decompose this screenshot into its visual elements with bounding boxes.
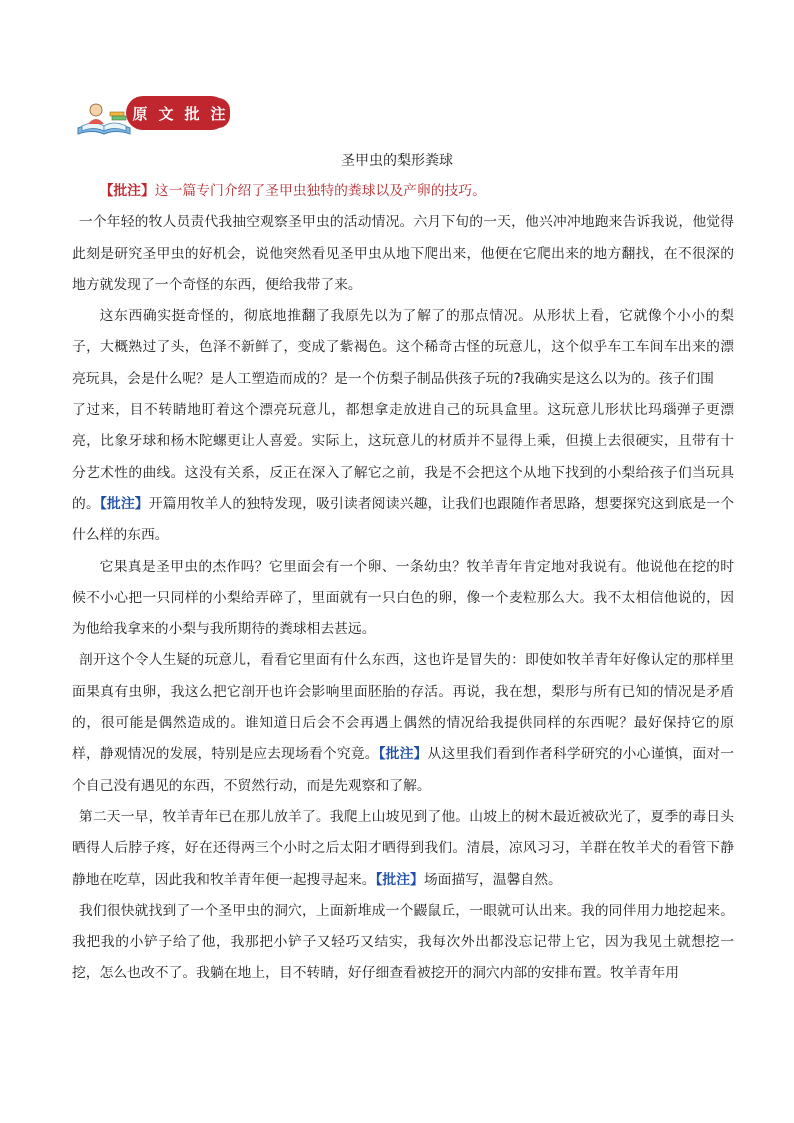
- banner-char: 注: [206, 98, 230, 128]
- annotation-tag: 【批注】: [99, 183, 155, 199]
- page-title: 圣甲虫的梨形粪球: [341, 153, 453, 169]
- annotation-text: 从这里我们看到作者科学研究的小心谨慎，面对一个自己没有遇见的东西，不贸然行动，而是先观察和了解。: [72, 746, 734, 794]
- paragraph: [72, 395, 734, 551]
- annotation-tag: 【批注】: [375, 871, 424, 888]
- section-banner: [128, 98, 232, 128]
- paragraph-text: 剖开这个令人生疑的玩意儿，看看它里面有什么东西，这也许是冒失的：即使如牧羊青年好像认定的那样里面果真有虫卵，我这么把它剖开也许会影响里面胚胎的存活。再说，我在想，梨形与所有已知的情况是矛盾的，很可能是偶然造成的。谁知道日后会不会再遇上偶然的情况给我提供同样的东西呢？最好保持它的原样，静观情况的发展，特别是应去现场看个究竟。: [72, 652, 734, 763]
- annotation-text: 开篇用牧羊人的独特发现，吸引读者阅读兴趣，让我们也跟随作者思路，想要探究这到底是一个什么样的东西。: [72, 495, 735, 544]
- annotation-text: 这一篇专门介绍了圣甲虫独特的粪球以及产卵的技巧。: [154, 183, 486, 199]
- banner-char: 批: [180, 98, 204, 128]
- paragraph: [72, 802, 734, 896]
- paragraph: 我们很快就找到了一个圣甲虫的洞穴，上面新堆成一个鼹鼠丘，一眼就可认出来。我的同伴用力地挖起来。我把我的小铲子给了他，我那把小铲子又轻巧又结实，我每次外出都没忘记带上它，因为我见土就想挖一挖，怎么也改不了。我躺在地上，目不转睛，好仔细查看被挖开的洞穴内部的安排布置。牧羊青年用: [72, 902, 734, 982]
- annotation-tag: 【批注】: [99, 495, 149, 512]
- paragraph-text: 了过来，目不转睛地盯着这个漂亮玩意儿，都想拿走放进自己的玩具盒里。这玩意儿形状比玛瑙弹子更漂亮，比象牙球和杨木陀螺更让人喜爱。实际上，这玩意儿的材质并不显得上乘，但摸上去很硬实，且带有十分艺术性的曲线。这没有关系，反正在深入了解它之前，我是不会把这个从地下找到的小梨给孩子们当玩具的。: [72, 402, 734, 512]
- banner-char: 文: [154, 98, 178, 128]
- annotation-tag: 【批注】: [378, 746, 428, 763]
- banner-char: 原: [128, 98, 152, 128]
- annotation-text: 场面描写，温馨自然。: [423, 871, 562, 888]
- paragraph-text: 第二天一早，牧羊青年已在那儿放羊了。我爬上山坡见到了他。山坡上的树木最近被砍光了，夏季的毒日头晒得人后脖子疼，好在还得两三个小时之后太阳才晒得到我们。清晨，凉风习习，羊群在牧羊犬的看管下静静地在吃草，因此我和牧羊青年便一起搜寻起来。: [72, 808, 734, 888]
- paragraph: 一个年轻的牧人员责代我抽空观察圣甲虫的活动情况。六月下旬的一天，他兴冲冲地跑来告诉我说，他觉得此刻是研究圣甲虫的好机会，说他突然看见圣甲虫从地下爬出来，他便在它爬出来的地方翻找，在不很深的地方就发现了一个奇怪的东西，便给我带了来。: [72, 214, 734, 293]
- paragraph: [72, 645, 734, 801]
- article-body: [72, 176, 734, 990]
- paragraph: 它果真是圣甲虫的杰作吗？它里面会有一个卵、一条幼虫？牧羊青年肯定地对我说有。他说他在挖的时候不小心把一只同样的小梨给弄碎了，里面就有一只白色的卵，像一个麦粒那么大。我不太相信他说的，因为他给我拿来的小梨与我所期待的粪球相去甚远。: [72, 558, 734, 638]
- intro-annotation: [72, 176, 734, 207]
- paragraph: 这东西确实挺奇怪的，彻底地推翻了我原先以为了解了的那点情况。从形状上看，它就像个小小的梨子，大概熟过了头，色泽不新鲜了，变成了紫褐色。这个稀奇古怪的玩意儿，这个似乎车工车间车出来的漂亮玩具，会是什么呢？是人工塑造而成的？是一个仿梨子制品供孩子玩的?我确实是这么以为的。孩子们围: [72, 308, 734, 387]
